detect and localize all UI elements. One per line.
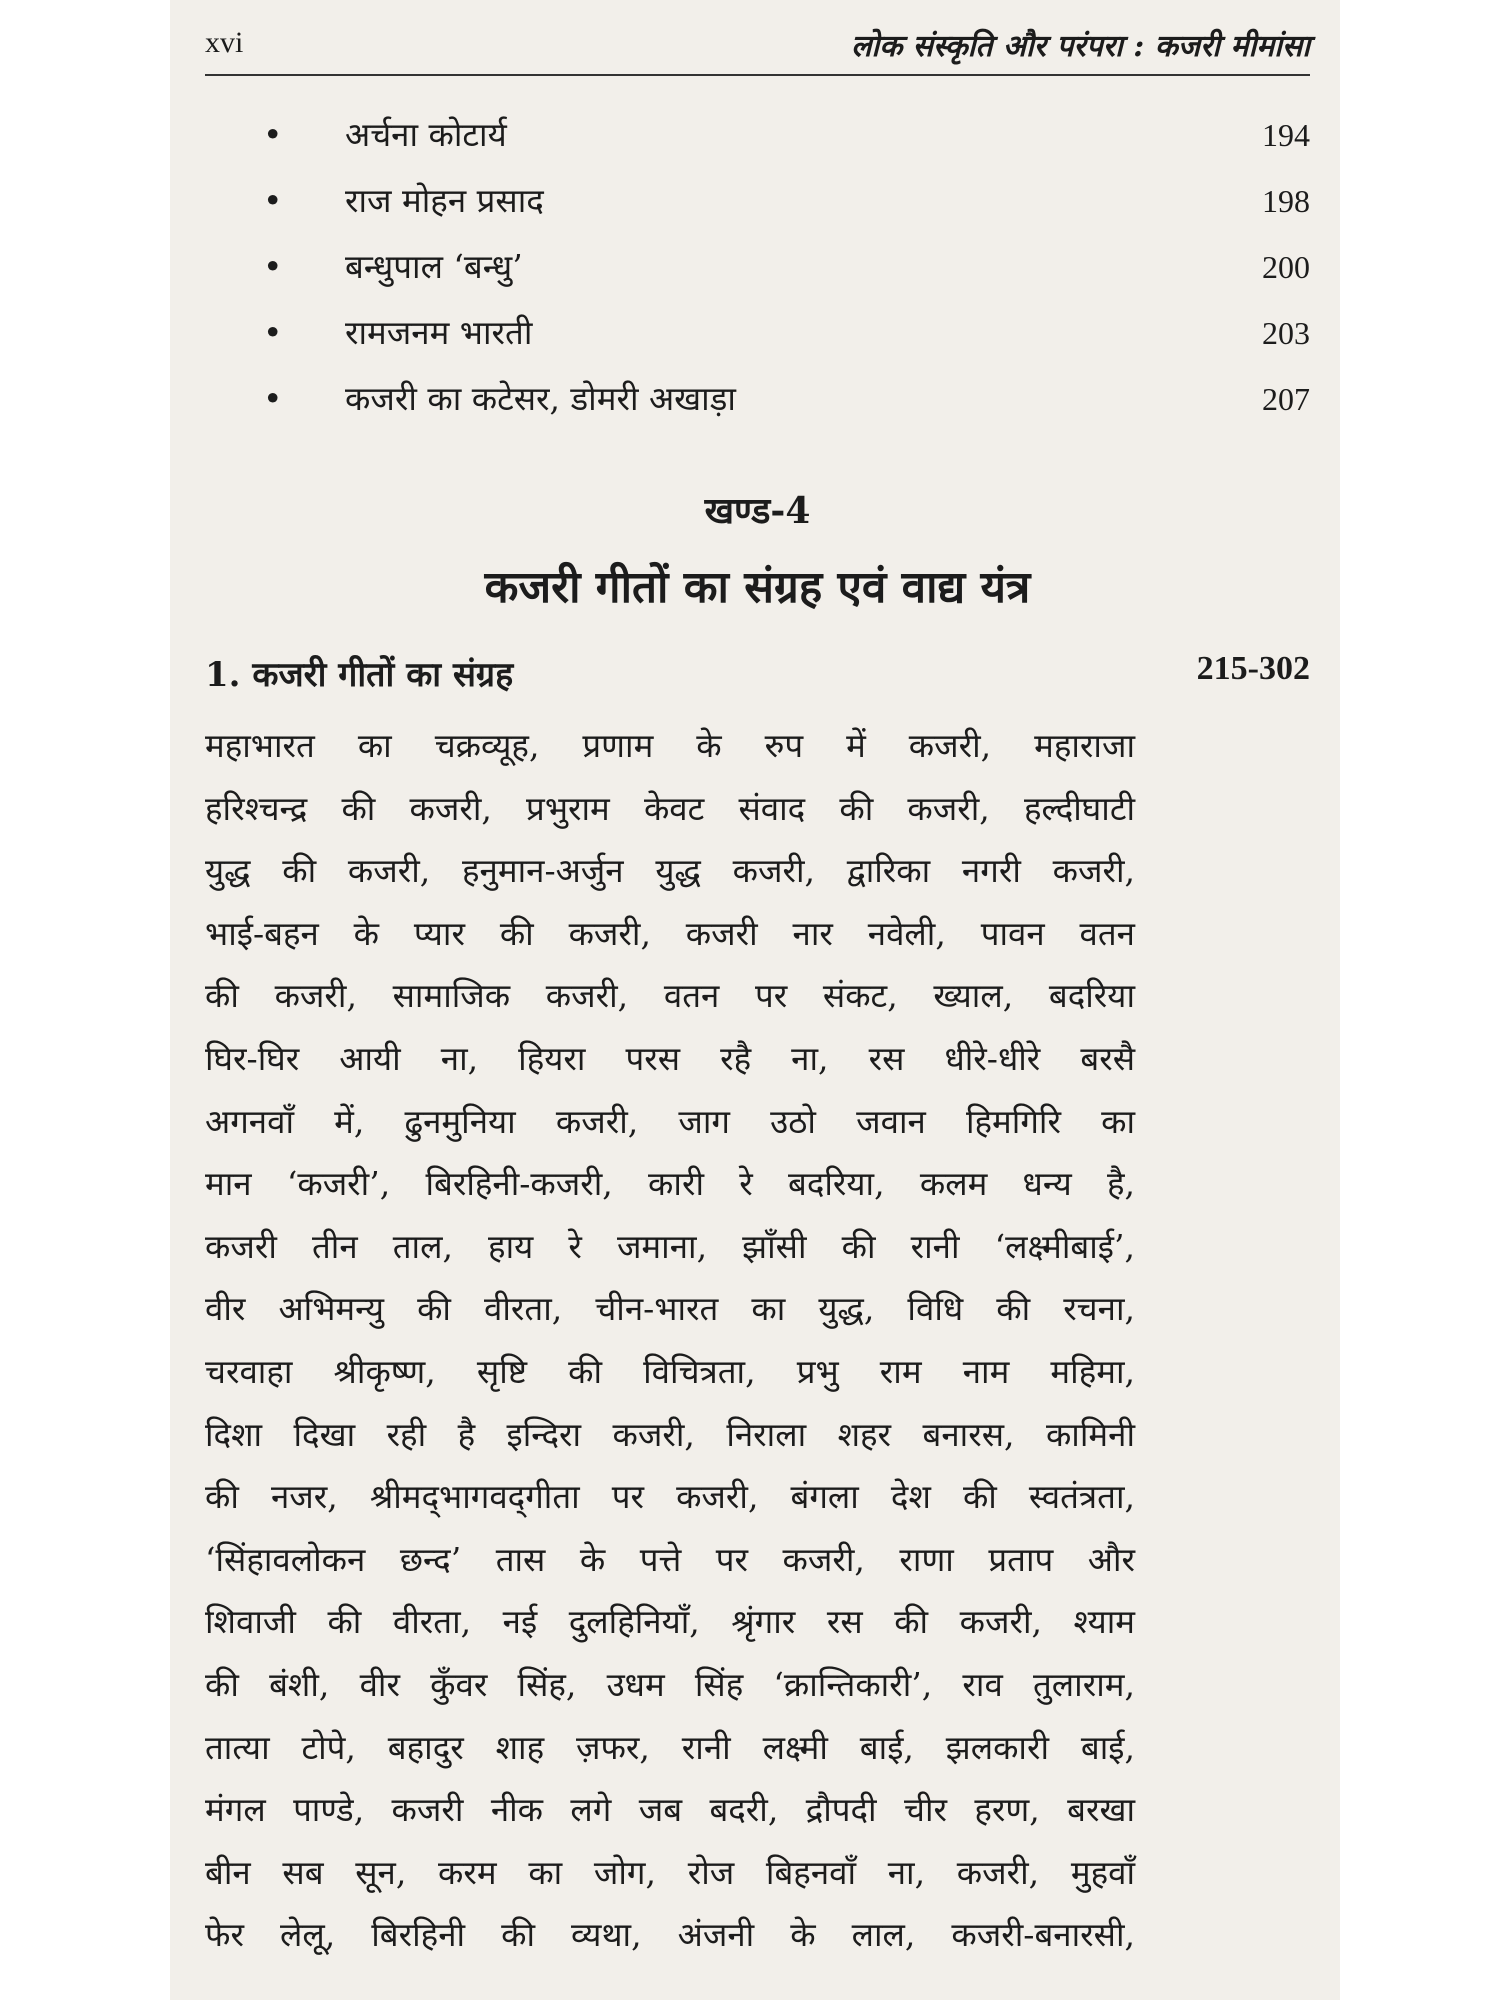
page-number: xvi	[205, 26, 244, 59]
toc-entry	[205, 110, 1310, 176]
toc-list	[205, 110, 1310, 440]
body-line: युद्ध की कजरी, हनुमान-अर्जुन युद्ध कजरी, द्वारिका नगरी कजरी,	[205, 851, 1135, 891]
toc-entry	[205, 374, 1310, 440]
body-line: मान ‘कजरी’, बिरहिनी-कजरी, कारी रे बदरिया, कलम धन्य है,	[205, 1164, 1135, 1204]
toc-entry	[205, 242, 1310, 308]
body-line: शिवाजी की वीरता, नई दुलहिनियाँ, श्रृंगार रस की कजरी, श्याम	[205, 1602, 1135, 1642]
body-line: बीन सब सून, करम का जोग, रोज बिहनवाँ ना, कजरी, मुहवाँ	[205, 1852, 1135, 1892]
toc-entry-label: कजरी का कटेसर, डोमरी अखाड़ा	[345, 379, 736, 418]
body-line: हरिश्चन्द्र की कजरी, प्रभुराम केवट संवाद की कजरी, हल्दीघाटी	[205, 788, 1135, 828]
body-line: मंगल पाण्डे, कजरी नीक लगे जब बदरी, द्रौपदी चीर हरण, बरखा	[205, 1790, 1135, 1830]
chapter-heading	[205, 650, 1310, 700]
section-title: कजरी गीतों का संग्रह एवं वाद्य यंत्र	[484, 562, 1031, 613]
toc-entry	[205, 308, 1310, 374]
toc-entry-label: राज मोहन प्रसाद	[345, 181, 544, 220]
body-line: महाभारत का चक्रव्यूह, प्रणाम के रुप में कजरी, महाराजा	[205, 726, 1135, 765]
body-line: चरवाहा श्रीकृष्ण, सृष्टि की विचित्रता, प्रभु राम नाम महिमा,	[205, 1351, 1135, 1391]
bullet-icon: •	[263, 247, 283, 286]
bullet-icon: •	[263, 313, 283, 352]
body-line: फेर लेलू, बिरहिनी की व्यथा, अंजनी के लाल, कजरी-बनारसी,	[205, 1915, 1135, 1955]
body-paragraph	[205, 715, 1135, 1967]
body-line: तात्या टोपे, बहादुर शाह ज़फर, रानी लक्ष्मी बाई, झलकारी बाई,	[205, 1727, 1135, 1767]
toc-entry-label: रामजनम भारती	[345, 313, 533, 352]
toc-entry	[205, 176, 1310, 242]
bullet-icon: •	[263, 115, 283, 154]
toc-entry-page: 194	[1262, 117, 1310, 153]
chapter-title: 1. कजरी गीतों का संग्रह	[205, 655, 514, 695]
body-line: वीर अभिमन्यु की वीरता, चीन-भारत का युद्ध, विधि की रचना,	[205, 1289, 1135, 1329]
running-title: लोक संस्कृति और परंपरा : कजरी मीमांसा	[851, 29, 1310, 64]
body-line: कजरी तीन ताल, हाय रे जमाना, झाँसी की रानी ‘लक्ष्मीबाई’,	[205, 1226, 1135, 1266]
body-line: की बंशी, वीर कुँवर सिंह, उधम सिंह ‘क्रान्तिकारी’, राव तुलाराम,	[205, 1664, 1135, 1704]
body-line: अगनवाँ में, ढुनमुनिया कजरी, जाग उठो जवान हिमगिरि का	[205, 1101, 1135, 1141]
toc-entry-label: बन्धुपाल ‘बन्धु’	[345, 247, 523, 286]
toc-entry-page: 198	[1262, 183, 1310, 219]
toc-entry-page: 207	[1262, 381, 1310, 417]
toc-entry-page: 200	[1262, 249, 1310, 285]
bullet-icon: •	[263, 181, 283, 220]
page-header	[205, 22, 1310, 76]
body-line: घिर-घिर आयी ना, हियरा परस रहै ना, रस धीरे-धीरे बरसै	[205, 1038, 1135, 1078]
body-line: दिशा दिखा रही है इन्दिरा कजरी, निराला शहर बनारस, कामिनी	[205, 1414, 1135, 1454]
toc-entry-label: अर्चना कोटार्य	[345, 115, 507, 154]
body-line: की नजर, श्रीमद्‌भागवद्‌गीता पर कजरी, बंगला देश की स्वतंत्रता,	[205, 1477, 1135, 1517]
toc-entry-page: 203	[1262, 315, 1310, 351]
chapter-page-range: 215-302	[1196, 650, 1310, 687]
body-line: की कजरी, सामाजिक कजरी, वतन पर संकट, ख्याल, बदरिया	[205, 976, 1135, 1016]
body-line: भाई-बहन के प्यार की कजरी, कजरी नार नवेली, पावन वतन	[205, 913, 1135, 953]
section-number: खण्ड-4	[704, 490, 811, 532]
body-line: ‘सिंहावलोकन छन्द’ तास के पत्ते पर कजरी, राणा प्रताप और	[205, 1539, 1135, 1579]
bullet-icon: •	[263, 379, 283, 418]
